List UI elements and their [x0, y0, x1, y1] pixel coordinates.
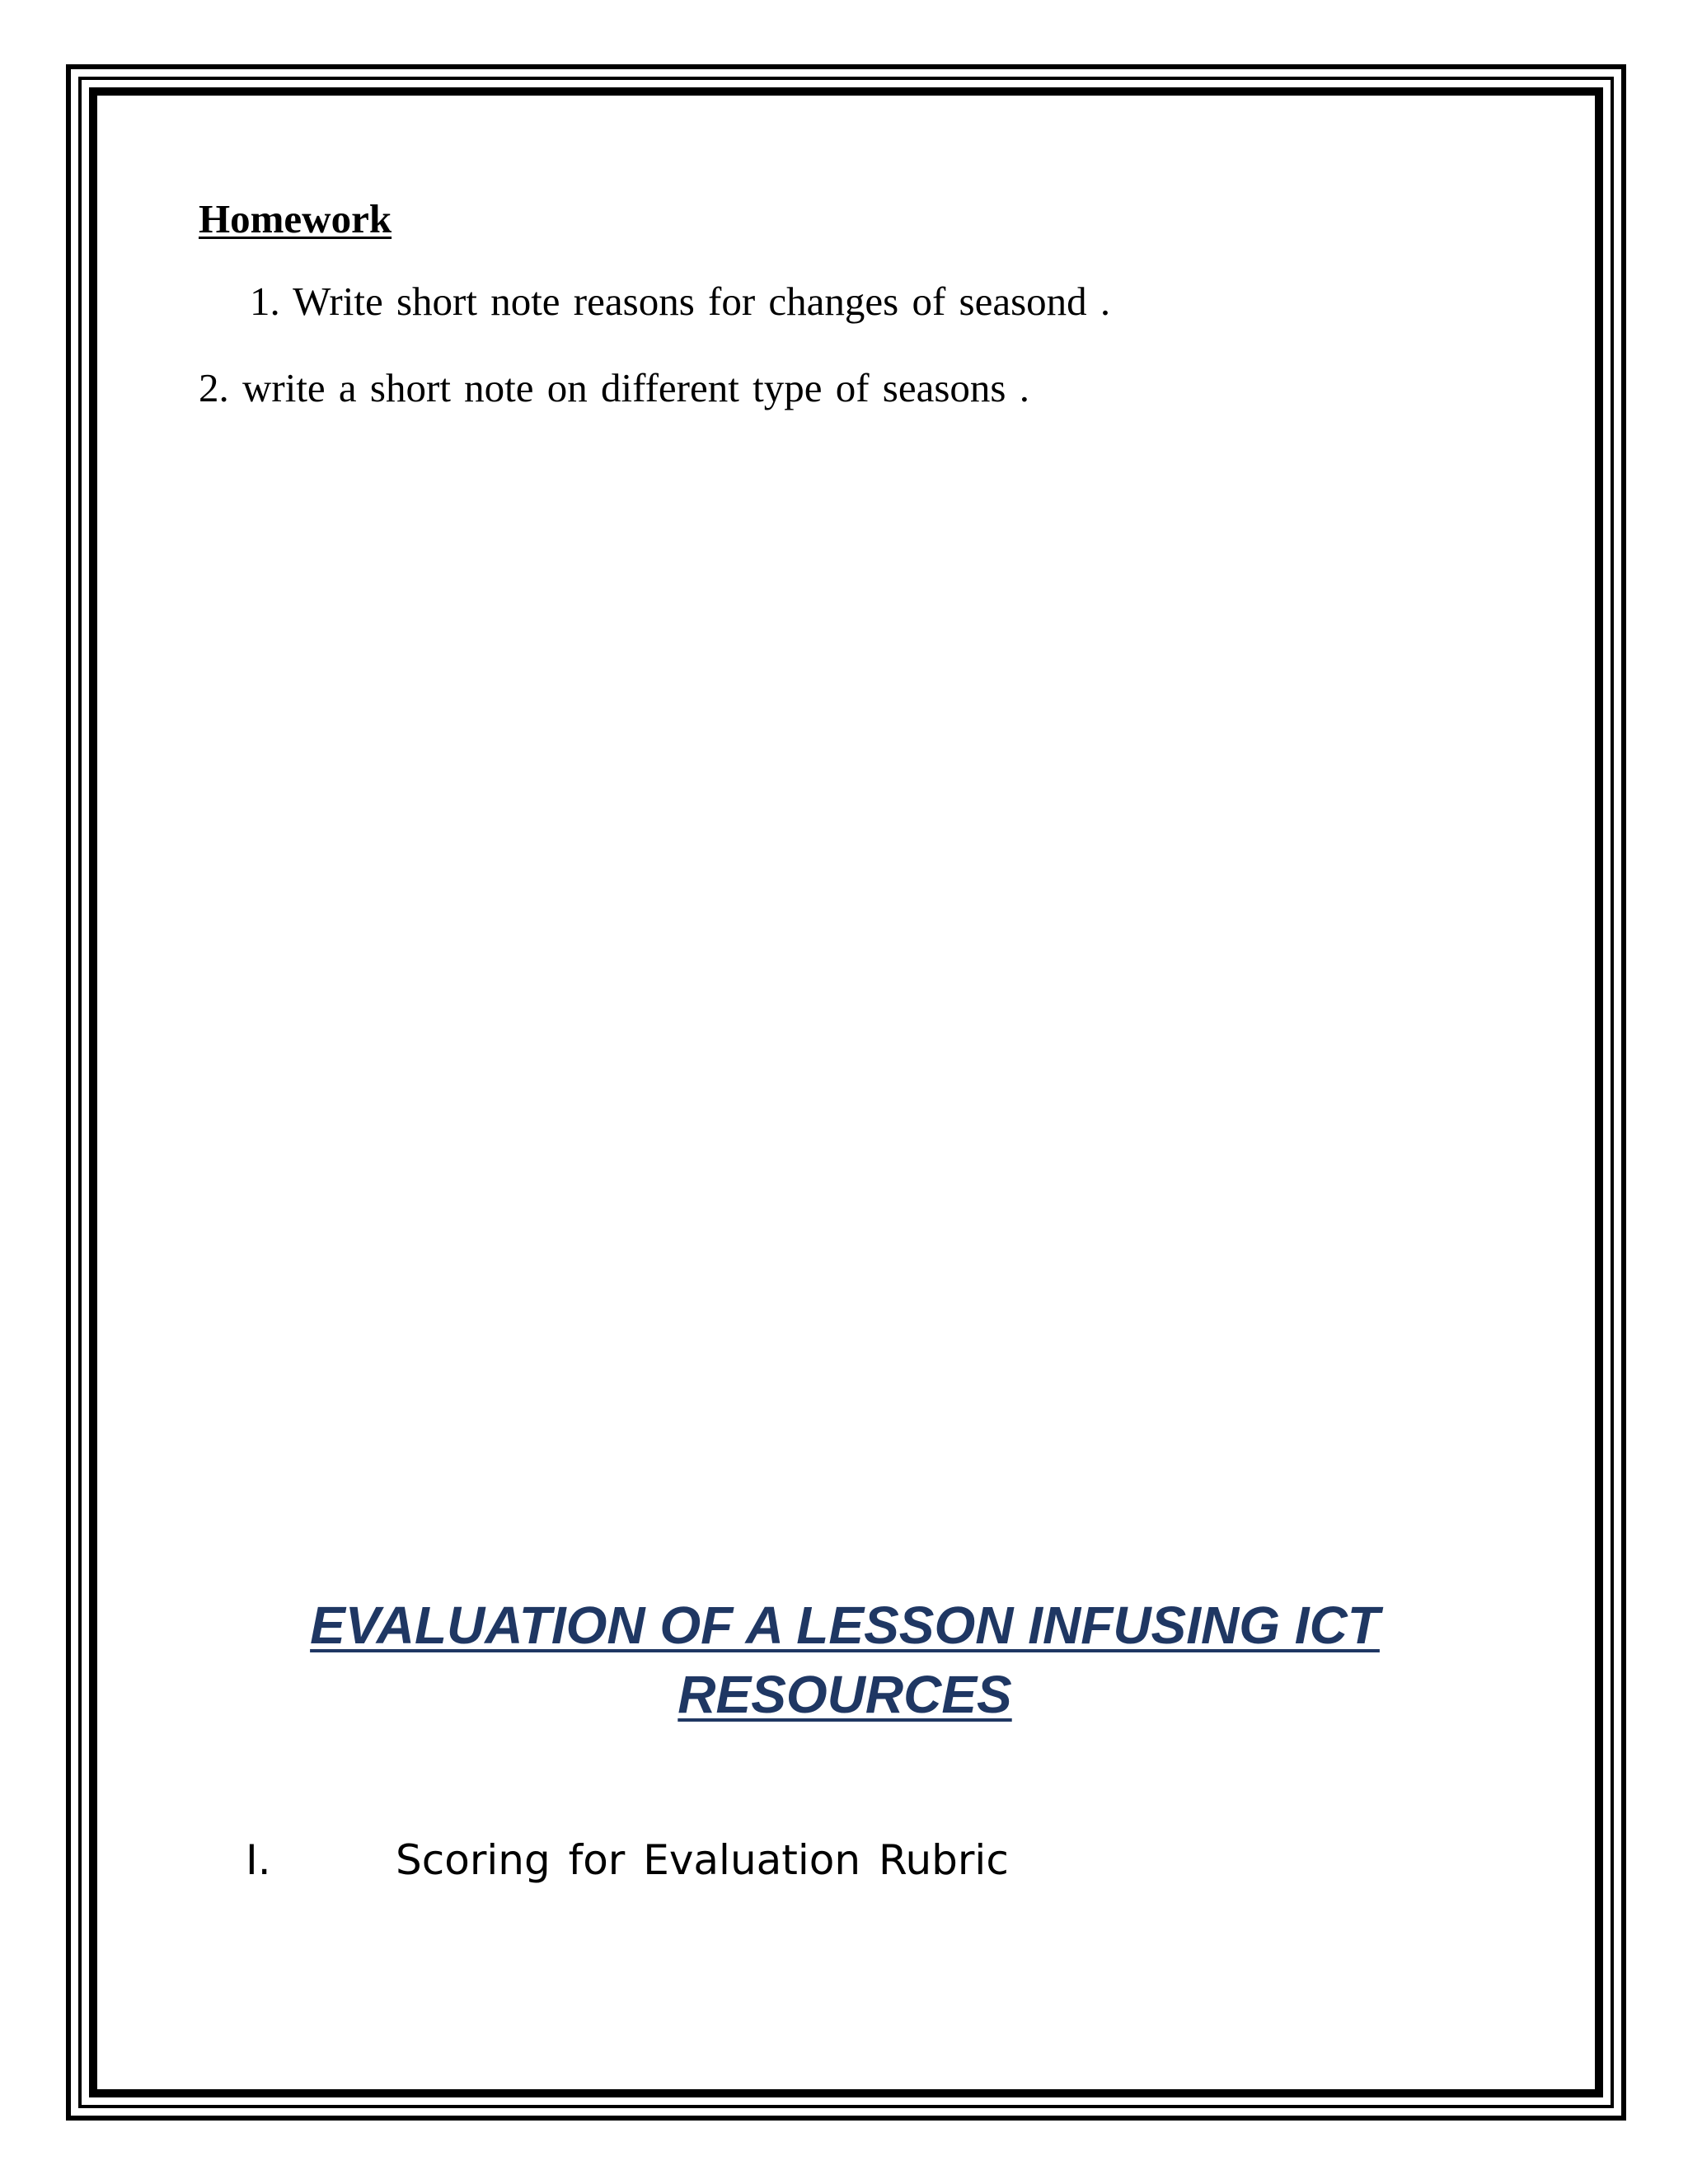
rubric-section-heading [246, 1836, 1009, 1884]
rubric-label: Scoring for Evaluation Rubric [396, 1836, 1009, 1884]
homework-item-2: 2. write a short note on different type of seasons . [199, 365, 1029, 410]
rubric-number: I. [246, 1836, 271, 1884]
homework-item-1: 1. Write short note reasons for changes of seasond . [250, 279, 1111, 324]
evaluation-title-line-2: RESOURCES [678, 1665, 1012, 1724]
homework-heading: Homework [199, 196, 392, 241]
evaluation-title-line-1: EVALUATION OF A LESSON INFUSING ICT [310, 1596, 1380, 1655]
evaluation-title [190, 1591, 1500, 1729]
